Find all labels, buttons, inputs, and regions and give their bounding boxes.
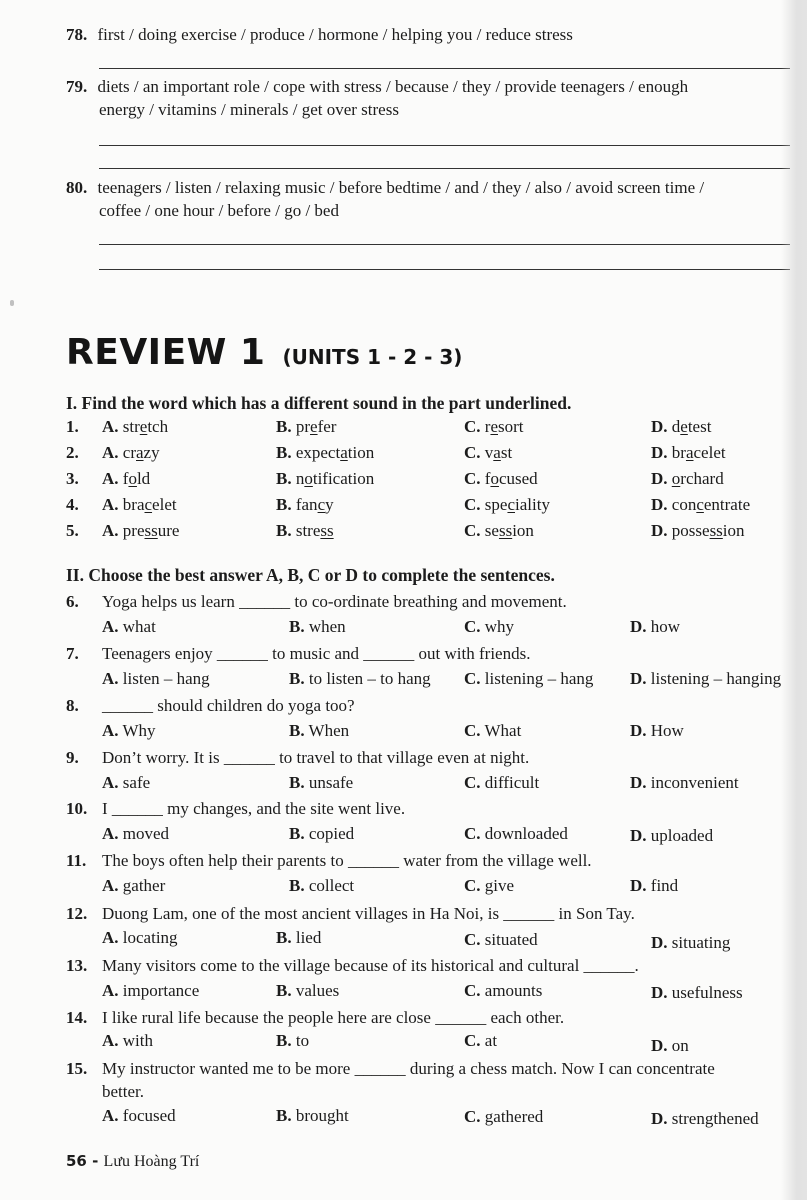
option-text: at — [484, 1031, 498, 1050]
option-letter: A. — [102, 721, 119, 740]
word-part: f — [484, 469, 491, 488]
option-text: downloaded — [484, 824, 568, 843]
question-stem: Yoga helps us learn ______ to co-ordinate breathing and movement. — [102, 592, 567, 611]
footer-separator: - — [86, 1152, 104, 1170]
option-text: uploaded — [650, 826, 714, 845]
underlined-sound: o — [490, 469, 499, 488]
option-letter: C. — [464, 495, 481, 514]
underlined-sound: ss — [498, 521, 513, 540]
option-letter: C. — [464, 1107, 481, 1126]
option-letter: C. — [464, 443, 481, 462]
option-letter: D. — [651, 521, 668, 540]
answer-option-c[interactable] — [464, 721, 521, 741]
answer-option-b[interactable] — [276, 1031, 309, 1051]
word-part: tion — [347, 443, 375, 462]
word-part: pre — [122, 521, 145, 540]
word-part: fan — [295, 495, 318, 514]
option-letter: C. — [464, 1031, 481, 1050]
option-letter: C. — [464, 876, 481, 895]
option-letter: B. — [289, 824, 305, 843]
option-letter: A. — [102, 521, 119, 540]
option-letter: B. — [289, 773, 305, 792]
option-text: What — [484, 721, 522, 740]
answer-option-b[interactable] — [276, 521, 334, 541]
option-letter: C. — [464, 981, 481, 1000]
option-letter: C. — [464, 721, 481, 740]
answer-option-b[interactable] — [276, 495, 334, 515]
answer-option-d[interactable] — [651, 521, 745, 541]
answer-option-b[interactable] — [276, 417, 336, 437]
option-letter: A. — [102, 981, 119, 1000]
question-prompt-line1: diets / an important role / cope with stress / because / they / provide teenagers / enough — [97, 77, 689, 96]
answer-line[interactable] — [99, 145, 790, 146]
option-letter: B. — [276, 469, 292, 488]
question-stem: I like rural life because the people here are close ______ each other. — [102, 1008, 565, 1027]
option-text: on — [671, 1036, 689, 1055]
word-part: cr — [122, 443, 136, 462]
option-letter: B. — [276, 417, 292, 436]
question-number: 11. — [66, 851, 87, 870]
answer-option-c[interactable] — [464, 876, 514, 896]
answer-option-b[interactable] — [276, 469, 374, 489]
question-number: 10. — [66, 799, 88, 818]
word-part: n — [295, 469, 305, 488]
word-part: cused — [498, 469, 538, 488]
answer-option-a[interactable] — [102, 617, 156, 637]
word-part: sort — [498, 417, 524, 436]
underlined-sound: c — [144, 495, 153, 514]
option-text: lied — [295, 928, 322, 947]
option-letter: C. — [464, 930, 481, 949]
option-letter: D. — [630, 826, 647, 845]
word-part: se — [484, 521, 499, 540]
question-stem-line2: better. — [102, 1082, 145, 1101]
exercise-78 — [66, 24, 573, 46]
question-stem: Teenagers enjoy ______ to music and ______ out with friends. — [102, 644, 531, 663]
option-letter: D. — [651, 443, 668, 462]
answer-option-c[interactable] — [464, 417, 524, 437]
word-part: f — [122, 469, 129, 488]
option-text: locating — [122, 928, 178, 947]
option-text: inconvenient — [650, 773, 739, 792]
option-text: give — [484, 876, 515, 895]
word-part: tch — [147, 417, 169, 436]
option-text: brought — [295, 1106, 349, 1125]
underlined-sound: ss — [709, 521, 723, 540]
question-number: 5. — [66, 521, 79, 540]
option-letter: D. — [630, 876, 647, 895]
answer-option-b[interactable] — [289, 669, 431, 689]
word-part: celet — [693, 443, 726, 462]
answer-option-a[interactable] — [102, 417, 168, 437]
answer-option-a[interactable] — [102, 443, 160, 463]
option-text: with — [122, 1031, 154, 1050]
option-text: importance — [122, 981, 200, 1000]
option-letter: A. — [102, 443, 119, 462]
option-text: situated — [484, 930, 538, 949]
underlined-sound: a — [493, 443, 501, 462]
answer-option-d[interactable] — [630, 617, 680, 637]
answer-option-a[interactable] — [102, 928, 178, 948]
option-text: difficult — [484, 773, 540, 792]
question-number: 3. — [66, 469, 79, 488]
word-part: br — [671, 443, 686, 462]
option-letter: B. — [289, 721, 305, 740]
answer-option-a[interactable] — [102, 521, 179, 541]
underlined-sound: a — [685, 443, 694, 462]
print-speck — [10, 300, 14, 306]
question-number: 14. — [66, 1008, 88, 1027]
option-letter: D. — [651, 983, 668, 1002]
answer-line[interactable] — [99, 244, 790, 245]
answer-option-b[interactable] — [289, 721, 349, 741]
option-text: unsafe — [308, 773, 354, 792]
word-part: pr — [295, 417, 311, 436]
answer-line[interactable] — [99, 269, 790, 270]
option-letter: B. — [276, 928, 292, 947]
answer-option-a[interactable] — [102, 469, 150, 489]
answer-option-c[interactable] — [464, 469, 538, 489]
question-stem: I ______ my changes, and the site went live. — [102, 799, 406, 818]
question-number: 6. — [66, 592, 79, 611]
answer-option-d[interactable] — [651, 983, 743, 1003]
question-prompt: first / doing exercise / produce / hormone / helping you / reduce stress — [97, 25, 573, 44]
word-part: fer — [317, 417, 337, 436]
answer-line[interactable] — [99, 168, 790, 169]
question-number: 12. — [66, 904, 88, 923]
underlined-sound: c — [317, 495, 326, 514]
answer-option-b[interactable] — [289, 617, 346, 637]
answer-option-d[interactable] — [651, 1109, 759, 1129]
question-number: 15. — [66, 1059, 88, 1078]
answer-option-b[interactable] — [276, 981, 339, 1001]
answer-option-c[interactable] — [464, 1107, 543, 1127]
option-text: to — [295, 1031, 310, 1050]
word-part: d — [671, 417, 681, 436]
option-letter: D. — [651, 417, 668, 436]
word-part: str — [122, 417, 140, 436]
author-name: Lưu Hoàng Trí — [103, 1153, 200, 1170]
answer-option-a[interactable] — [102, 721, 156, 741]
option-text: amounts — [484, 981, 543, 1000]
word-part: entrate — [703, 495, 751, 514]
page-title — [66, 332, 462, 373]
question-stem: Duong Lam, one of the most ancient villages in Ha Noi, is ______ in Son Tay. — [102, 904, 635, 923]
question-stem: Don’t worry. It is ______ to travel to that village even at night. — [102, 748, 530, 767]
option-letter: B. — [276, 443, 292, 462]
answer-option-d[interactable] — [651, 933, 730, 953]
option-letter: C. — [464, 521, 481, 540]
answer-option-d[interactable] — [630, 826, 713, 846]
page-footer — [66, 1152, 199, 1171]
option-text: safe — [122, 773, 151, 792]
option-letter: C. — [464, 469, 481, 488]
option-letter: B. — [276, 981, 292, 1000]
answer-option-b[interactable] — [289, 773, 353, 793]
answer-option-d[interactable] — [630, 721, 684, 741]
option-letter: A. — [102, 669, 119, 688]
question-number: 8. — [66, 696, 79, 715]
question-number: 7. — [66, 644, 79, 663]
option-text: Why — [122, 721, 156, 740]
option-text: gather — [122, 876, 166, 895]
exercise-80 — [66, 177, 704, 199]
option-letter: D. — [630, 721, 647, 740]
option-letter: A. — [102, 469, 119, 488]
question-number: 1. — [66, 417, 79, 436]
option-letter: A. — [102, 617, 119, 636]
question-number: 2. — [66, 443, 79, 462]
option-letter: D. — [630, 617, 647, 636]
word-part: tification — [312, 469, 375, 488]
exercise-79 — [66, 76, 688, 98]
answer-option-c[interactable] — [464, 1031, 497, 1051]
option-text: When — [308, 721, 350, 740]
word-part: st — [500, 443, 513, 462]
option-text: why — [484, 617, 515, 636]
answer-option-b[interactable] — [276, 443, 374, 463]
underlined-sound: e — [139, 417, 148, 436]
option-letter: C. — [464, 417, 481, 436]
option-letter: B. — [289, 876, 305, 895]
word-part: stre — [295, 521, 321, 540]
review-title: REVIEW 1 — [66, 332, 266, 373]
option-letter: A. — [102, 1031, 119, 1050]
option-text: to listen – to hang — [308, 669, 431, 688]
answer-option-a[interactable] — [102, 773, 150, 793]
word-part: ure — [157, 521, 180, 540]
page-number: 56 — [66, 1152, 87, 1170]
option-letter: C. — [464, 824, 481, 843]
answer-option-d[interactable] — [651, 469, 724, 489]
word-part: bra — [122, 495, 145, 514]
answer-option-a[interactable] — [102, 876, 165, 896]
option-letter: D. — [630, 773, 647, 792]
answer-option-d[interactable] — [651, 1036, 689, 1056]
word-part: spe — [484, 495, 508, 514]
word-part: expect — [295, 443, 341, 462]
answer-option-c[interactable] — [464, 930, 538, 950]
option-letter: D. — [651, 1036, 668, 1055]
answer-option-b[interactable] — [289, 876, 354, 896]
option-letter: A. — [102, 928, 119, 947]
option-letter: C. — [464, 669, 481, 688]
question-prompt-line2: coffee / one hour / before / go / bed — [99, 201, 339, 220]
question-number: 80. — [66, 178, 88, 197]
option-letter: C. — [464, 617, 481, 636]
section-2-heading: II. Choose the best answer A, B, C or D to complete the sentences. — [66, 565, 555, 585]
option-text: listen – hang — [122, 669, 210, 688]
option-letter: B. — [289, 617, 305, 636]
option-letter: D. — [651, 469, 668, 488]
question-stem: The boys often help their parents to ______ water from the village well. — [102, 851, 592, 870]
option-text: listening – hang — [484, 669, 594, 688]
question-number: 4. — [66, 495, 79, 514]
option-letter: A. — [102, 773, 119, 792]
answer-option-c[interactable] — [464, 495, 550, 515]
underlined-sound: o — [304, 469, 313, 488]
question-stem: Many visitors come to the village because of its historical and cultural ______. — [102, 956, 639, 975]
word-part: rchard — [680, 469, 724, 488]
answer-option-a[interactable] — [102, 1031, 153, 1051]
answer-option-d[interactable] — [651, 495, 750, 515]
option-text: how — [650, 617, 681, 636]
option-letter: D. — [651, 1109, 668, 1128]
option-text: collect — [308, 876, 355, 895]
question-number: 9. — [66, 748, 79, 767]
word-part: v — [484, 443, 494, 462]
word-part: ion — [722, 521, 745, 540]
option-letter: A. — [102, 495, 119, 514]
option-text: values — [295, 981, 340, 1000]
question-prompt-line1: teenagers / listen / relaxing music / before bedtime / and / they / also / avoid screen time / — [97, 178, 705, 197]
option-text: copied — [308, 824, 355, 843]
question-stem: ______ should children do yoga too? — [102, 696, 355, 715]
answer-option-d[interactable] — [630, 669, 781, 689]
option-text: gathered — [484, 1107, 544, 1126]
word-part: y — [325, 495, 334, 514]
option-text: find — [650, 876, 679, 895]
word-part: r — [484, 417, 491, 436]
word-part: con — [671, 495, 697, 514]
option-letter: B. — [276, 1031, 292, 1050]
answer-option-a[interactable] — [102, 495, 177, 515]
option-letter: D. — [651, 933, 668, 952]
answer-option-d[interactable] — [651, 417, 711, 437]
underlined-sound: a — [340, 443, 348, 462]
word-part: ld — [136, 469, 151, 488]
option-letter: A. — [102, 824, 119, 843]
answer-line[interactable] — [99, 68, 790, 69]
option-letter: A. — [102, 1106, 119, 1125]
underlined-sound: ss — [320, 521, 334, 540]
answer-option-b[interactable] — [289, 824, 354, 844]
option-text: situating — [671, 933, 731, 952]
underlined-sound: c — [696, 495, 704, 514]
word-part: test — [687, 417, 712, 436]
answer-option-c[interactable] — [464, 521, 534, 541]
answer-option-c[interactable] — [464, 824, 568, 844]
option-text: strengthened — [671, 1109, 759, 1128]
word-part: zy — [143, 443, 160, 462]
answer-option-d[interactable] — [630, 876, 678, 896]
option-letter: B. — [276, 495, 292, 514]
answer-option-c[interactable] — [464, 773, 539, 793]
question-number: 79. — [66, 77, 88, 96]
question-prompt-line2: energy / vitamins / minerals / get over stress — [99, 100, 399, 119]
question-stem: My instructor wanted me to be more ______ during a chess match. Now I can concentrate — [102, 1059, 715, 1078]
answer-option-c[interactable] — [464, 981, 542, 1001]
word-part: elet — [152, 495, 177, 514]
word-part: posse — [671, 521, 710, 540]
underlined-sound: o — [671, 469, 681, 488]
option-letter: B. — [276, 521, 292, 540]
answer-option-d[interactable] — [630, 773, 739, 793]
option-letter: D. — [630, 669, 647, 688]
option-text: moved — [122, 824, 170, 843]
answer-option-d[interactable] — [651, 443, 726, 463]
answer-option-a[interactable] — [102, 1106, 176, 1126]
question-number: 13. — [66, 956, 88, 975]
answer-option-b[interactable] — [276, 1106, 349, 1126]
answer-option-c[interactable] — [464, 617, 514, 637]
option-text: focused — [122, 1106, 176, 1125]
option-letter: A. — [102, 876, 119, 895]
underlined-sound: e — [680, 417, 688, 436]
answer-option-a[interactable] — [102, 981, 199, 1001]
answer-option-a[interactable] — [102, 824, 169, 844]
question-number: 78. — [66, 25, 88, 44]
answer-option-c[interactable] — [464, 443, 512, 463]
option-text: listening – hanging — [650, 669, 782, 688]
section-1-heading: I. Find the word which has a different sound in the part underlined. — [66, 393, 572, 413]
option-text: usefulness — [671, 983, 743, 1002]
option-letter: B. — [276, 1106, 292, 1125]
option-letter: B. — [289, 669, 305, 688]
option-letter: D. — [651, 495, 668, 514]
option-letter: A. — [102, 417, 119, 436]
review-subtitle: (UNITS 1 - 2 - 3) — [282, 345, 463, 369]
underlined-sound: e — [490, 417, 498, 436]
option-letter: C. — [464, 773, 481, 792]
answer-option-c[interactable] — [464, 669, 593, 689]
underlined-sound: a — [136, 443, 144, 462]
option-text: when — [308, 617, 346, 636]
underlined-sound: e — [310, 417, 318, 436]
word-part: ion — [512, 521, 534, 540]
underlined-sound: ss — [144, 521, 158, 540]
underlined-sound: o — [128, 469, 137, 488]
answer-option-b[interactable] — [276, 928, 321, 948]
option-text: what — [122, 617, 156, 636]
word-part: iality — [515, 495, 550, 514]
answer-option-a[interactable] — [102, 669, 210, 689]
underlined-sound: c — [507, 495, 515, 514]
option-text: How — [650, 721, 684, 740]
